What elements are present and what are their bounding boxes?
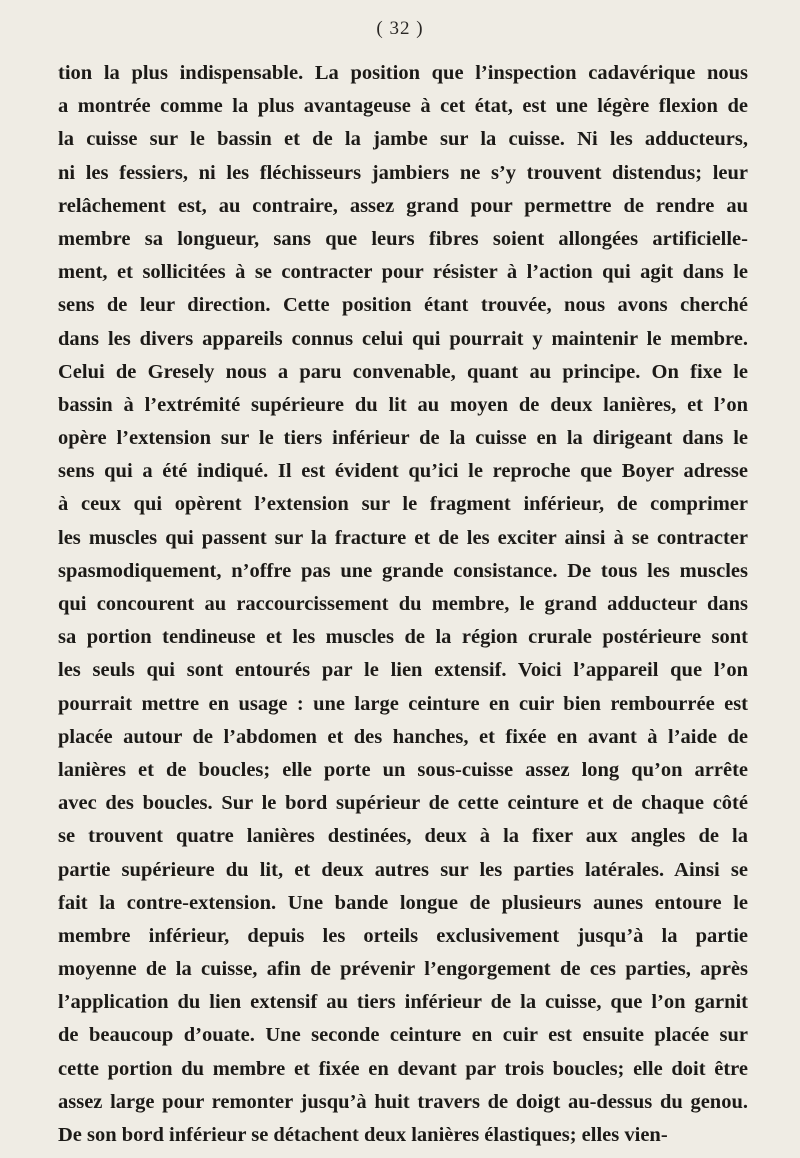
text-line: pourrait mettre en usage : une large ceinture en cuir bien rembourrée est: [58, 692, 748, 715]
page-number: ( 32 ): [376, 18, 424, 39]
text-line: partie supérieure du lit, et deux autres sur les parties latérales. Ainsi se: [58, 858, 748, 881]
text-line: De son bord inférieur se détachent deux lanières élastiques; elles vien-: [58, 1124, 668, 1146]
text-line: avec des boucles. Sur le bord supérieur de cette ceinture et de chaque côté: [58, 792, 748, 815]
text-line: relâchement est, au contraire, assez grand pour permettre de rendre au: [58, 194, 748, 217]
text-line: à ceux qui opèrent l’extension sur le fragment inférieur, de comprimer: [58, 493, 748, 516]
text-line: tion la plus indispensable. La position que l’inspection cadavérique nous: [58, 62, 748, 84]
text-line: sa portion tendineuse et les muscles de la région crurale postérieure sont: [58, 626, 748, 649]
text-line: cette portion du membre et fixée en devant par trois boucles; elle doit être: [58, 1057, 748, 1080]
text-line: ment, et sollicitées à se contracter pour résister à l’action qui agit dans le: [58, 261, 748, 284]
text-line: lanières et de boucles; elle porte un sous-cuisse assez long qu’on arrête: [58, 758, 748, 781]
text-line: les muscles qui passent sur la fracture et de les exciter ainsi à se contracter: [58, 526, 748, 549]
text-line: de beaucoup d’ouate. Une seconde ceinture en cuir est ensuite placée sur: [58, 1024, 748, 1047]
text-line: sens de leur direction. Cette position étant trouvée, nous avons cherché: [58, 294, 748, 317]
text-line: la cuisse sur le bassin et de la jambe sur la cuisse. Ni les adducteurs,: [58, 128, 748, 151]
text-line: moyenne de la cuisse, afin de prévenir l’engorgement de ces parties, après: [58, 958, 748, 981]
text-line: spasmodiquement, n’offre pas une grande consistance. De tous les muscles: [58, 559, 748, 582]
text-line: se trouvent quatre lanières destinées, deux à la fixer aux angles de la: [58, 825, 748, 848]
text-line: ni les fessiers, ni les fléchisseurs jambiers ne s’y trouvent distendus; leur: [58, 161, 748, 184]
text-line: dans les divers appareils connus celui qui pourrait y maintenir le membre.: [58, 327, 748, 350]
text-line: l’application du lien extensif au tiers inférieur de la cuisse, que l’on garnit: [58, 991, 748, 1014]
text-line: sens qui a été indiqué. Il est évident qu’ici le reproche que Boyer adresse: [58, 460, 748, 483]
text-line: placée autour de l’abdomen et des hanches, et fixée en avant à l’aide de: [58, 725, 748, 748]
body-text: [58, 57, 748, 1152]
text-line: opère l’extension sur le tiers inférieur de la cuisse en la dirigeant dans le: [58, 427, 748, 450]
text-line: les seuls qui sont entourés par le lien extensif. Voici l’appareil que l’on: [58, 659, 748, 682]
text-line: Celui de Gresely nous a paru convenable, quant au principe. On fixe le: [58, 360, 748, 383]
text-line: assez large pour remonter jusqu’à huit travers de doigt au-dessus du genou.: [58, 1090, 748, 1113]
text-line: membre inférieur, depuis les orteils exclusivement jusqu’à la partie: [58, 924, 748, 947]
text-line: membre sa longueur, sans que leurs fibres soient allongées artificielle-: [58, 227, 748, 250]
text-line: fait la contre-extension. Une bande longue de plusieurs aunes entoure le: [58, 891, 748, 914]
text-line: qui concourent au raccourcissement du membre, le grand adducteur dans: [58, 593, 748, 615]
text-line: bassin à l’extrémité supérieure du lit au moyen de deux lanières, et l’on: [58, 393, 748, 416]
text-line: a montrée comme la plus avantageuse à cet état, est une légère flexion de: [58, 95, 748, 118]
